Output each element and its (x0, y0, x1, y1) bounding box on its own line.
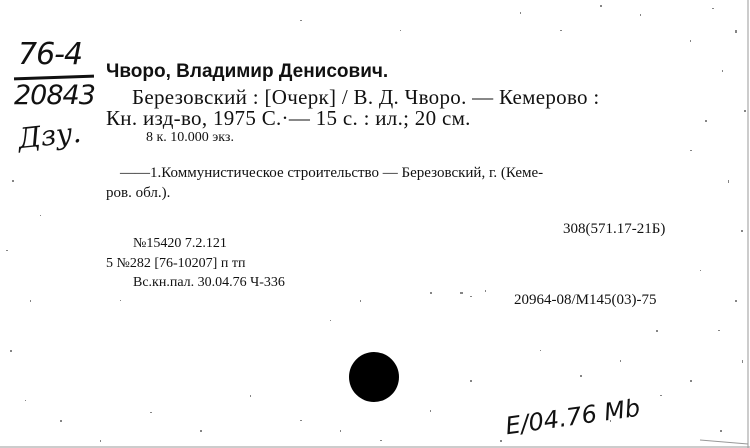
handwritten-inventory-number: 20843 (14, 80, 95, 111)
classification-index: 308(571.17-21Б) (563, 221, 666, 237)
chamber-date-line: Вс.кн.пал. 30.04.76 Ч-336 (133, 275, 285, 290)
card-code: 20964-08/М145(03)-75 (514, 292, 657, 308)
author-heading: Чворо, Владимир Денисович. (106, 61, 389, 82)
punch-hole (349, 352, 399, 402)
imprint-line: Кн. изд-во, 1975 С.·— 15 с. : ил.; 20 см. (106, 106, 471, 130)
record-number-line: №15420 7.2.121 (133, 236, 227, 251)
handwritten-note: Дзу. (16, 115, 83, 156)
price-circulation-line: 8 к. 10.000 экз. (146, 130, 234, 145)
title-line: Березовский : [Очерк] / В. Д. Чворо. — Кемерово : (132, 85, 600, 109)
subject-heading-line-2: ров. обл.). (106, 185, 171, 201)
handwritten-stamp: Е/04.76 Mb (503, 393, 642, 441)
subject-heading-line-1: ——1.Коммунистическое строительство — Березовский, г. (Кеме- (120, 165, 544, 181)
registration-line: 5 №282 [76-10207] п тп (106, 256, 246, 271)
handwritten-shelf-mark: 76-4 (18, 37, 83, 72)
